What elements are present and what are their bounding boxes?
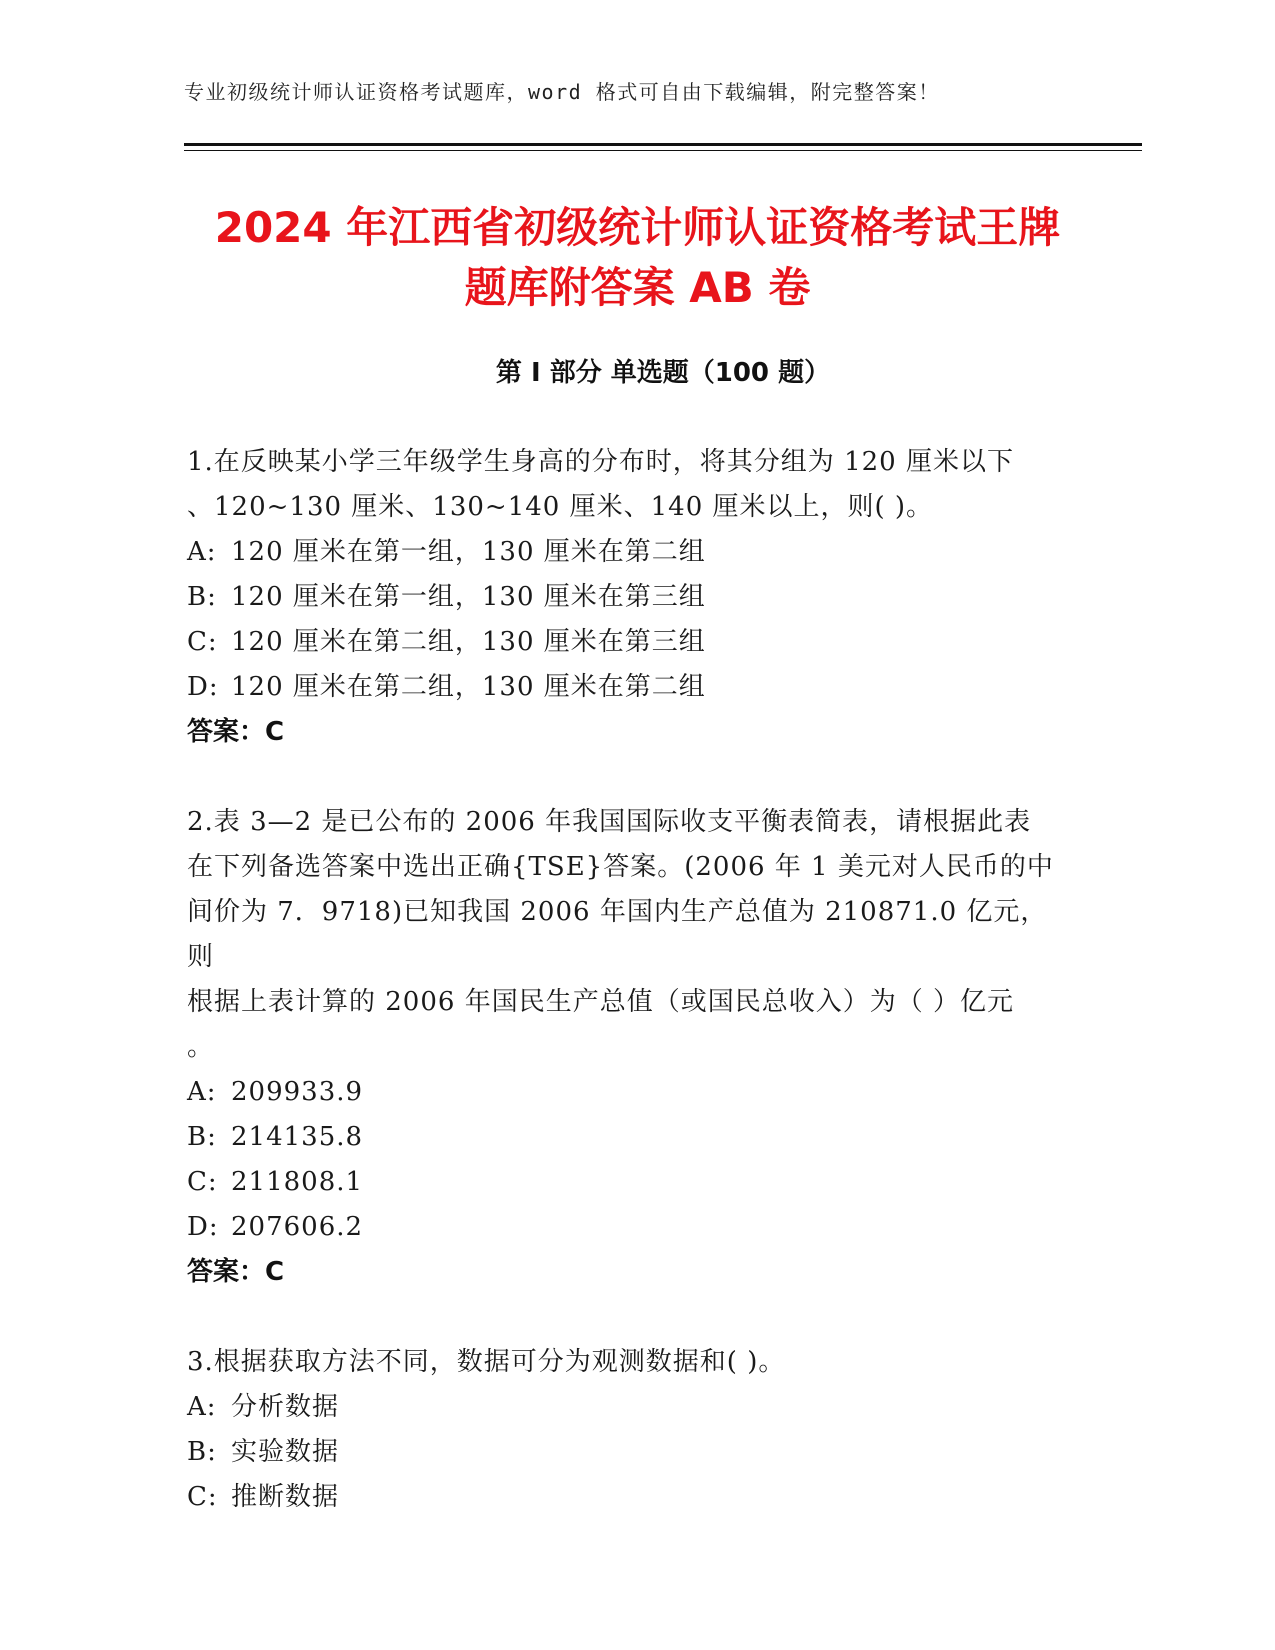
header-divider-thick	[184, 143, 1142, 146]
option-c	[187, 1475, 1067, 1520]
page-header-text: 专业初级统计师认证资格考试题库，word 格式可自由下载编辑，附完整答案！	[184, 80, 940, 104]
question-stem-line: 在下列备选答案中选出正确{TSE}答案。(2006 年 1 美元对人民币的中	[187, 852, 1054, 882]
option-b	[187, 1115, 1067, 1160]
option-c	[187, 620, 1067, 665]
document-title-line-2: 题库附答案 AB 卷	[464, 263, 811, 312]
option-text: 214135.8	[231, 1122, 364, 1152]
option-a	[187, 1070, 1067, 1115]
option-c	[187, 1160, 1067, 1205]
option-a	[187, 1385, 1067, 1430]
question-stem-line: 2.表 3—2 是已公布的 2006 年我国国际收支平衡表简表，请根据此表	[187, 807, 1032, 837]
answer-line: 答案：C	[187, 717, 285, 747]
question-list	[187, 440, 1067, 1520]
option-text: 实验数据	[231, 1437, 340, 1467]
option-text: 120 厘米在第一组，130 厘米在第三组	[231, 582, 706, 612]
option-letter: B:	[187, 1437, 217, 1467]
option-text: 207606.2	[231, 1212, 364, 1242]
option-letter: C:	[187, 1482, 218, 1512]
option-text: 推断数据	[231, 1482, 340, 1512]
question-stem-line: 间价为 7．9718)已知我国 2006 年国内生产总值为 210871.0 亿元，则	[187, 897, 1048, 972]
document-title-line-1: 2024 年江西省初级统计师认证资格考试王牌	[214, 203, 1061, 252]
option-text: 209933.9	[231, 1077, 364, 1107]
option-d	[187, 1205, 1067, 1250]
question-stem-line: 。	[187, 1032, 215, 1062]
question-spacer	[187, 755, 1067, 800]
option-b	[187, 1430, 1067, 1475]
option-text: 120 厘米在第二组，130 厘米在第三组	[231, 627, 706, 657]
answer-line: 答案：C	[187, 1257, 285, 1287]
header-divider-thin	[184, 150, 1142, 151]
question-stem-line: 3.根据获取方法不同，数据可分为观测数据和( )。	[187, 1347, 786, 1377]
option-text: 211808.1	[231, 1167, 364, 1197]
question-3	[187, 1340, 1067, 1520]
option-d	[187, 665, 1067, 710]
option-text: 120 厘米在第二组，130 厘米在第二组	[231, 672, 706, 702]
question-stem-line: 、120~130 厘米、130~140 厘米、140 厘米以上，则( )。	[187, 492, 934, 522]
option-letter: C:	[187, 1167, 218, 1197]
question-stem-line: 1.在反映某小学三年级学生身高的分布时，将其分组为 120 厘米以下	[187, 447, 1014, 477]
option-letter: B:	[187, 1122, 217, 1152]
question-spacer	[187, 1295, 1067, 1340]
question-2	[187, 800, 1067, 1295]
option-text: 120 厘米在第一组，130 厘米在第二组	[231, 537, 706, 567]
question-1	[187, 440, 1067, 755]
option-text: 分析数据	[231, 1392, 340, 1422]
option-letter: A:	[187, 537, 217, 567]
section-title: 第 I 部分 单选题（100 题）	[495, 358, 831, 388]
option-a	[187, 530, 1067, 575]
document-title	[130, 198, 1145, 318]
option-letter: D:	[187, 1212, 219, 1242]
question-stem-line: 根据上表计算的 2006 年国民生产总值（或国民总收入）为（ ）亿元	[187, 987, 1014, 1017]
option-letter: C:	[187, 627, 218, 657]
option-letter: A:	[187, 1077, 217, 1107]
option-letter: B:	[187, 582, 217, 612]
option-letter: D:	[187, 672, 219, 702]
option-b	[187, 575, 1067, 620]
option-letter: A:	[187, 1392, 217, 1422]
